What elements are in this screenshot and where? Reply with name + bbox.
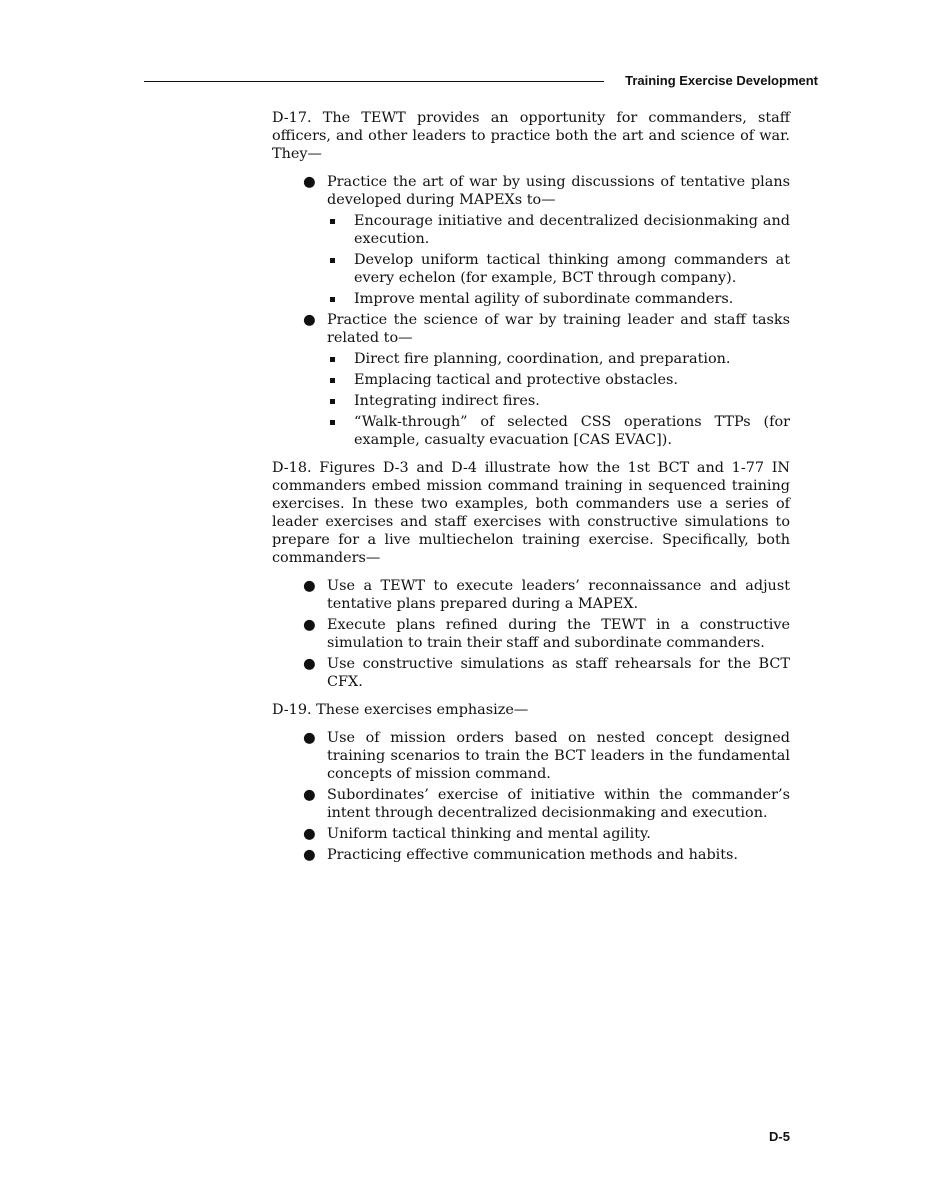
sub-list-item-text: Direct fire planning, coordination, and preparation. [354, 351, 731, 367]
paragraph-d17: D-17. The TEWT provides an opportunity for commanders, staff officers, and other leaders to practice both the art and science of war. They— [272, 110, 790, 162]
sub-list-item-text: Encourage initiative and decentralized decisionmaking and execution. [354, 213, 790, 247]
square-bullet-icon [330, 399, 335, 404]
list-item [272, 786, 790, 822]
list-item-text: Use a TEWT to execute leaders’ reconnaissance and adjust tentative plans prepared during a MAPEX. [327, 578, 790, 612]
list-item-text: Execute plans refined during the TEWT in a constructive simulation to train their staff and subordinate commanders. [327, 617, 790, 651]
square-bullet-icon [330, 420, 335, 425]
d19-bullet-list [272, 729, 790, 864]
list-item-text: Subordinates’ exercise of initiative within the commander’s intent through decentralized decisionmaking and execution. [327, 787, 790, 821]
sub-list-item [327, 392, 790, 410]
d18-bullet-list [272, 577, 790, 691]
sub-list-item [327, 212, 790, 248]
paragraph-d18: D-18. Figures D-3 and D-4 illustrate how the 1st BCT and 1-77 IN commanders embed mission command training in sequenced training exercises. In these two examples, both commanders use a series of leader exercises and staff exercises with constructive simulations to prepare for a live multiechelon training exercise. Specifically, both commanders— [272, 460, 790, 566]
sub-list-item [327, 350, 790, 368]
bullet-icon: ● [303, 826, 316, 842]
sub-list-item-text: Develop uniform tactical thinking among commanders at every echelon (for example, BCT through company). [354, 252, 790, 286]
square-bullet-icon [330, 357, 335, 362]
sub-list-item [327, 413, 790, 449]
bullet-icon: ● [303, 174, 316, 190]
list-item [272, 655, 790, 691]
bullet-icon: ● [303, 578, 316, 594]
list-item [272, 825, 790, 843]
list-item [272, 616, 790, 652]
square-bullet-icon [330, 378, 335, 383]
sub-list-item [327, 290, 790, 308]
sub-list-item-text: Improve mental agility of subordinate commanders. [354, 291, 734, 307]
header-rule [144, 81, 604, 82]
d17-bullet-list [272, 173, 790, 449]
list-item [272, 173, 790, 308]
page-body [272, 109, 790, 874]
header-title: Training Exercise Development [625, 73, 818, 88]
list-item-text: Practicing effective communication methods and habits. [327, 847, 738, 863]
list-item [272, 846, 790, 864]
sub-list-item [327, 371, 790, 389]
page-number: D-5 [769, 1129, 790, 1144]
square-bullet-icon [330, 297, 335, 302]
bullet-icon: ● [303, 787, 316, 803]
list-item-text: Practice the art of war by using discussions of tentative plans developed during MAPEXs to— [327, 174, 790, 208]
sub-bullet-list [327, 212, 790, 308]
square-bullet-icon [330, 258, 335, 263]
square-bullet-icon [330, 219, 335, 224]
list-item [272, 729, 790, 783]
bullet-icon: ● [303, 847, 316, 863]
sub-list-item-text: “Walk-through” of selected CSS operations TTPs (for example, casualty evacuation [CAS EVAC]). [354, 414, 790, 448]
list-item [272, 577, 790, 613]
sub-list-item-text: Emplacing tactical and protective obstacles. [354, 372, 679, 388]
sub-list-item-text: Integrating indirect fires. [354, 393, 540, 409]
list-item-text: Use of mission orders based on nested concept designed training scenarios to train the BCT leaders in the fundamental concepts of mission command. [327, 730, 790, 782]
paragraph-d19: D-19. These exercises emphasize— [272, 702, 529, 718]
list-item-text: Practice the science of war by training leader and staff tasks related to— [327, 312, 790, 346]
list-item-text: Use constructive simulations as staff rehearsals for the BCT CFX. [327, 656, 790, 690]
sub-bullet-list [327, 350, 790, 449]
list-item [272, 311, 790, 449]
running-header [144, 72, 818, 90]
sub-list-item [327, 251, 790, 287]
list-item-text: Uniform tactical thinking and mental agility. [327, 826, 651, 842]
bullet-icon: ● [303, 312, 316, 328]
bullet-icon: ● [303, 656, 316, 672]
bullet-icon: ● [303, 730, 316, 746]
bullet-icon: ● [303, 617, 316, 633]
